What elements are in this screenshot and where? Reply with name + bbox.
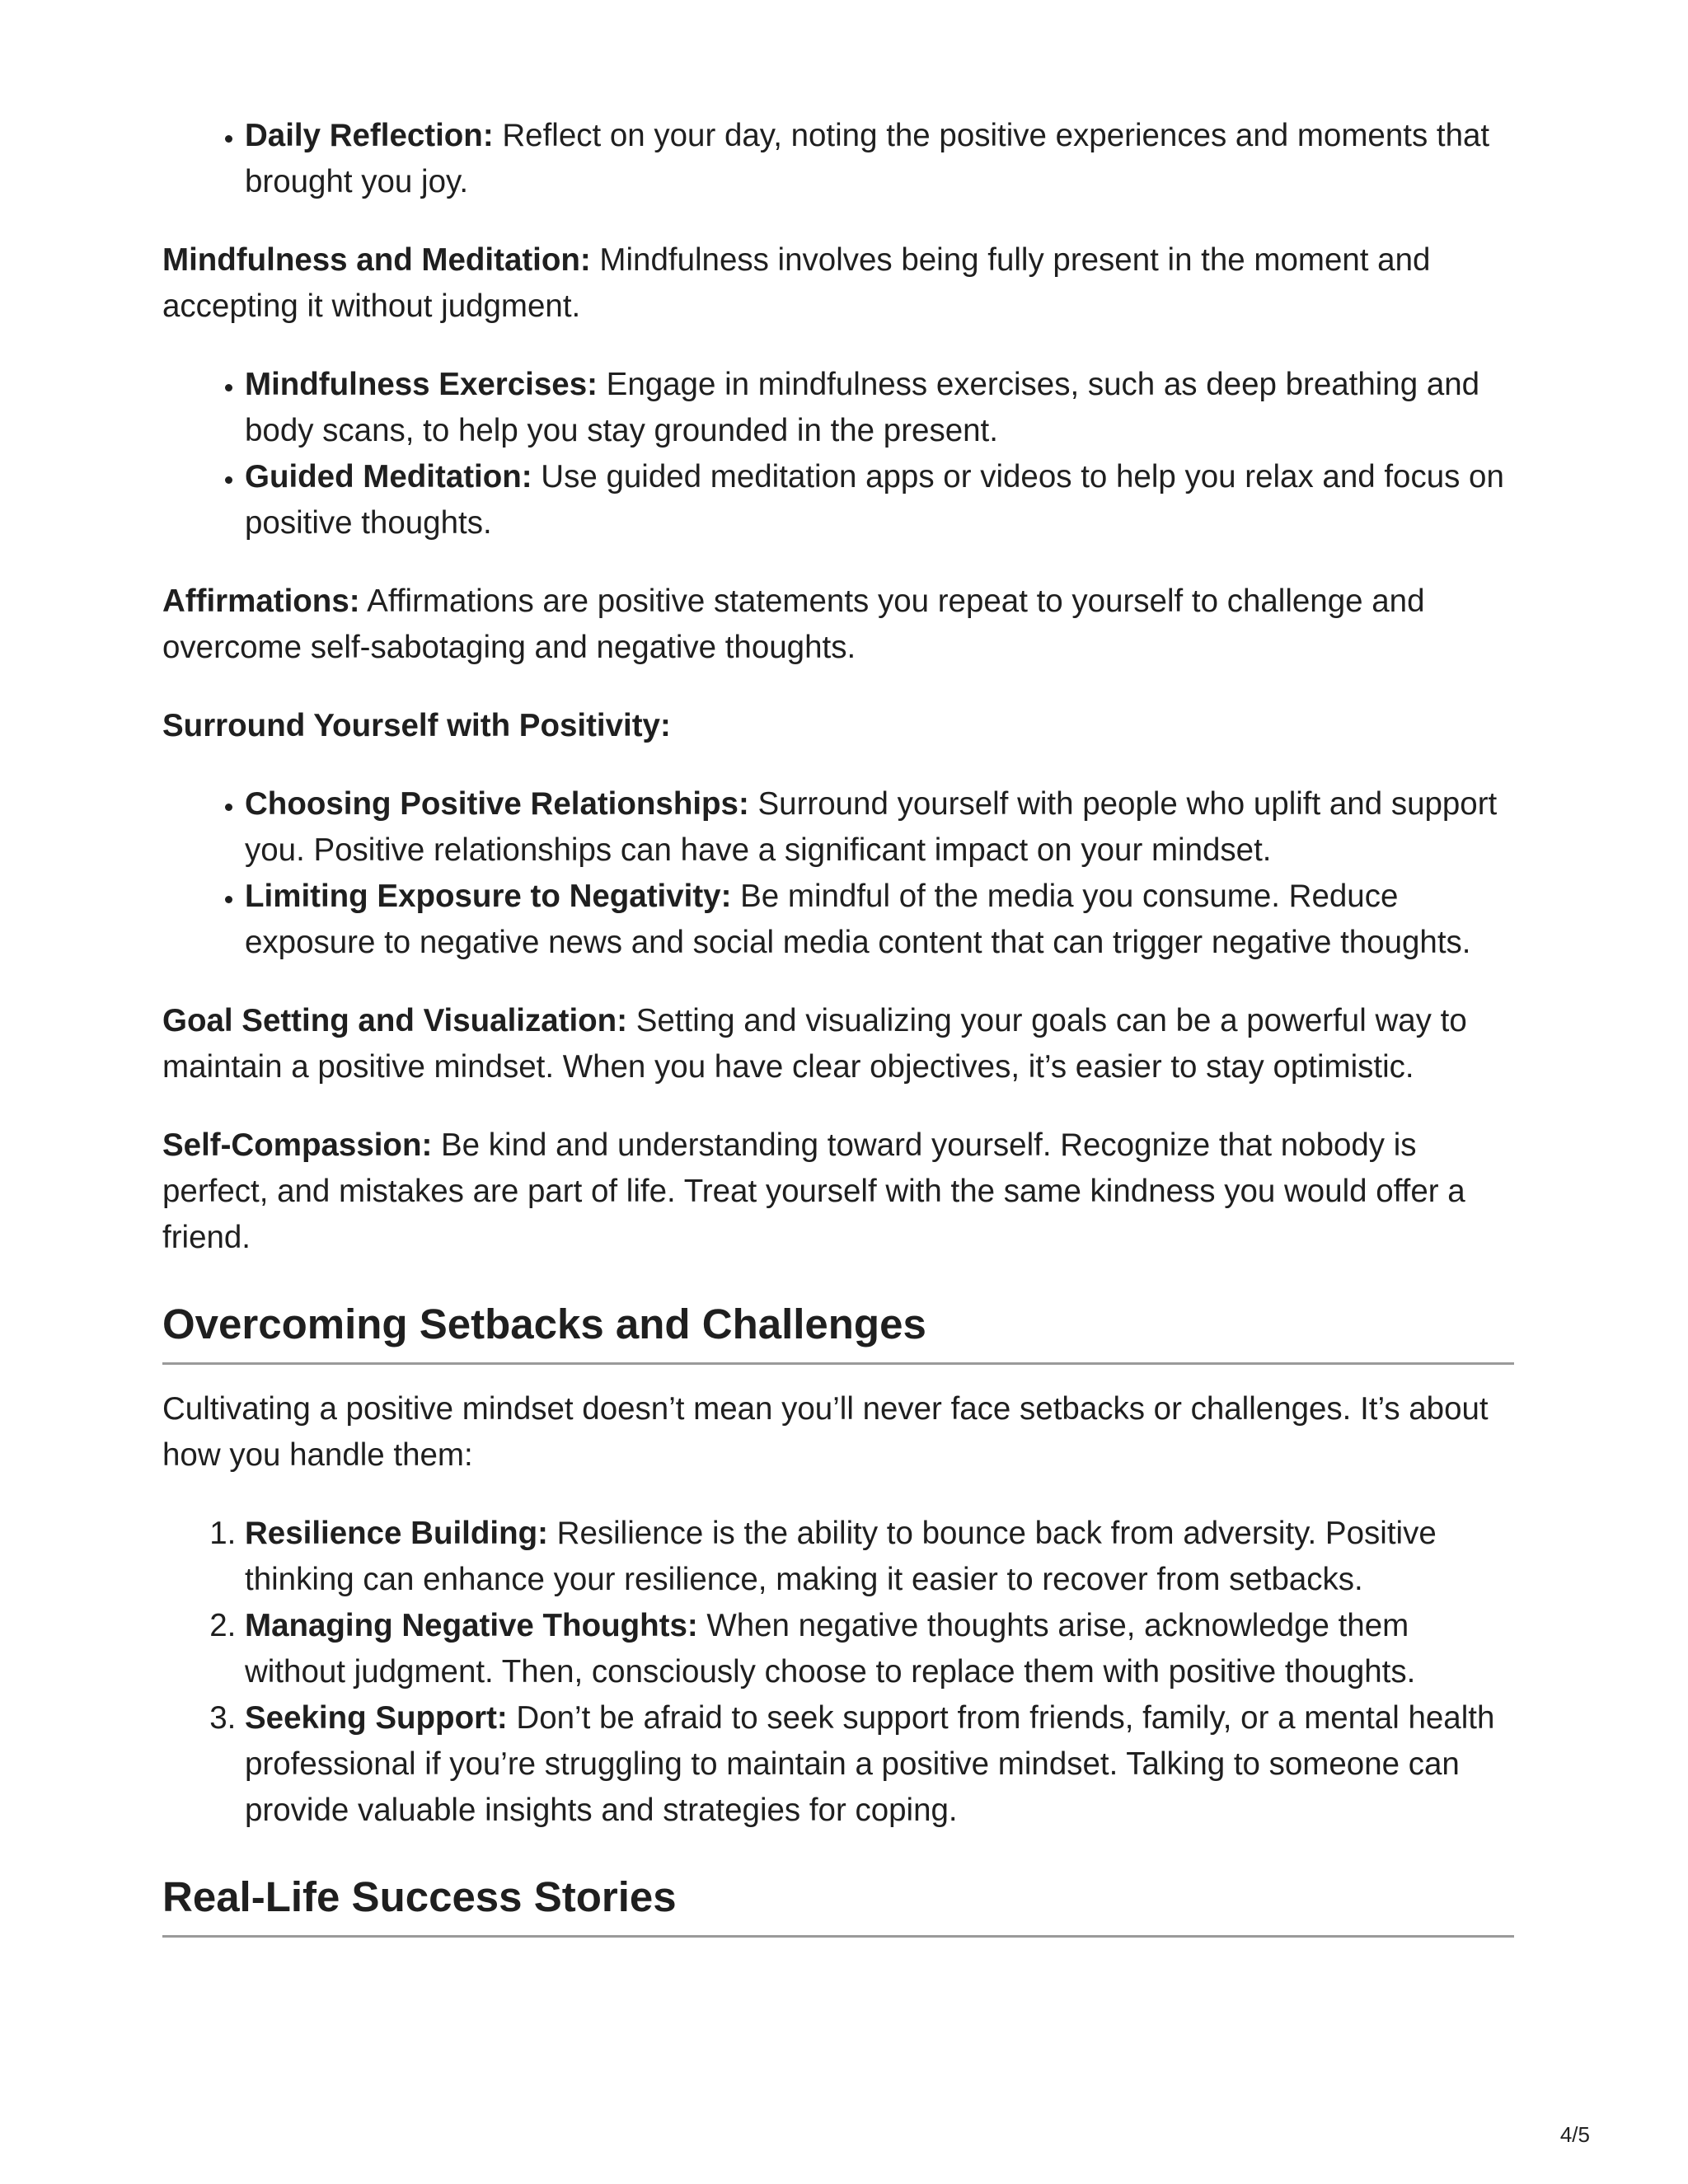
self-compassion-paragraph — [162, 1122, 1514, 1261]
list-item — [245, 1695, 1514, 1834]
item-label: Daily Reflection: — [245, 118, 494, 153]
item-label: Managing Negative Thoughts: — [245, 1608, 698, 1643]
item-label: Limiting Exposure to Negativity: — [245, 879, 732, 914]
item-text: Don’t be afraid to seek support from friends, family, or a mental health professional if you’re struggling to maintain a positive mindset. Talking to someone can provide valuable insights and strategies for coping. — [245, 1700, 1495, 1828]
paragraph-text: Setting and visualizing your goals can be a powerful way to maintain a positive mindset. When you have clear objectives, it’s easier to stay optimistic. — [162, 1003, 1467, 1085]
mindfulness-list — [162, 362, 1514, 546]
page-number: 4/5 — [1559, 2122, 1590, 2147]
item-text: Use guided meditation apps or videos to help you relax and focus on positive thoughts. — [245, 459, 1504, 541]
list-item — [245, 454, 1514, 546]
item-text: Engage in mindfulness exercises, such as deep breathing and body scans, to help you stay grounded in the present. — [245, 367, 1480, 448]
list-item — [245, 1603, 1514, 1695]
item-label: Resilience Building: — [245, 1516, 548, 1551]
setbacks-list — [162, 1511, 1514, 1834]
list-item — [245, 781, 1514, 874]
item-text: Reflect on your day, noting the positive experiences and moments that brought you joy. — [245, 118, 1490, 199]
affirmations-paragraph — [162, 579, 1514, 671]
paragraph-text: Be kind and understanding toward yourself. Recognize that nobody is perfect, and mistakes are part of life. Treat yourself with the same kindness you would offer a friend. — [162, 1127, 1465, 1255]
success-stories-heading: Real-Life Success Stories — [162, 1866, 1514, 1938]
paragraph-label: Self-Compassion: — [162, 1127, 433, 1163]
paragraph-text: Affirmations are positive statements you repeat to yourself to challenge and overcome self-sabotaging and negative thoughts. — [162, 583, 1425, 665]
paragraph-label: Mindfulness and Meditation: — [162, 242, 591, 278]
list-item — [245, 113, 1514, 205]
mindfulness-paragraph — [162, 237, 1514, 330]
goal-setting-paragraph — [162, 998, 1514, 1090]
paragraph-label: Surround Yourself with Positivity: — [162, 708, 671, 743]
item-label: Seeking Support: — [245, 1700, 508, 1736]
surround-list — [162, 781, 1514, 966]
list-item — [245, 874, 1514, 966]
item-label: Choosing Positive Relationships: — [245, 786, 749, 822]
article-content — [162, 113, 1514, 1959]
surround-heading — [162, 703, 1514, 749]
paragraph-label: Goal Setting and Visualization: — [162, 1003, 628, 1038]
item-text: Be mindful of the media you consume. Reduce exposure to negative news and social media content that can trigger negative thoughts. — [245, 879, 1471, 960]
item-text: Resilience is the ability to bounce back from adversity. Positive thinking can enhance your resilience, making it easier to recover from setbacks. — [245, 1516, 1437, 1597]
setbacks-heading: Overcoming Setbacks and Challenges — [162, 1293, 1514, 1365]
paragraph-label: Affirmations: — [162, 583, 360, 619]
list-item — [245, 1511, 1514, 1603]
item-text: When negative thoughts arise, acknowledge them without judgment. Then, consciously choose to replace them with positive thoughts. — [245, 1608, 1416, 1690]
setbacks-intro: Cultivating a positive mindset doesn’t mean you’ll never face setbacks or challenges. It’s about how you handle them: — [162, 1391, 1489, 1473]
item-label: Mindfulness Exercises: — [245, 367, 598, 402]
daily-reflection-list — [162, 113, 1514, 205]
item-text: Surround yourself with people who uplift and support you. Positive relationships can have a significant impact on your mindset. — [245, 786, 1498, 868]
item-label: Guided Meditation: — [245, 459, 532, 494]
paragraph-text: Mindfulness involves being fully present in the moment and accepting it without judgment. — [162, 242, 1431, 324]
list-item — [245, 362, 1514, 454]
